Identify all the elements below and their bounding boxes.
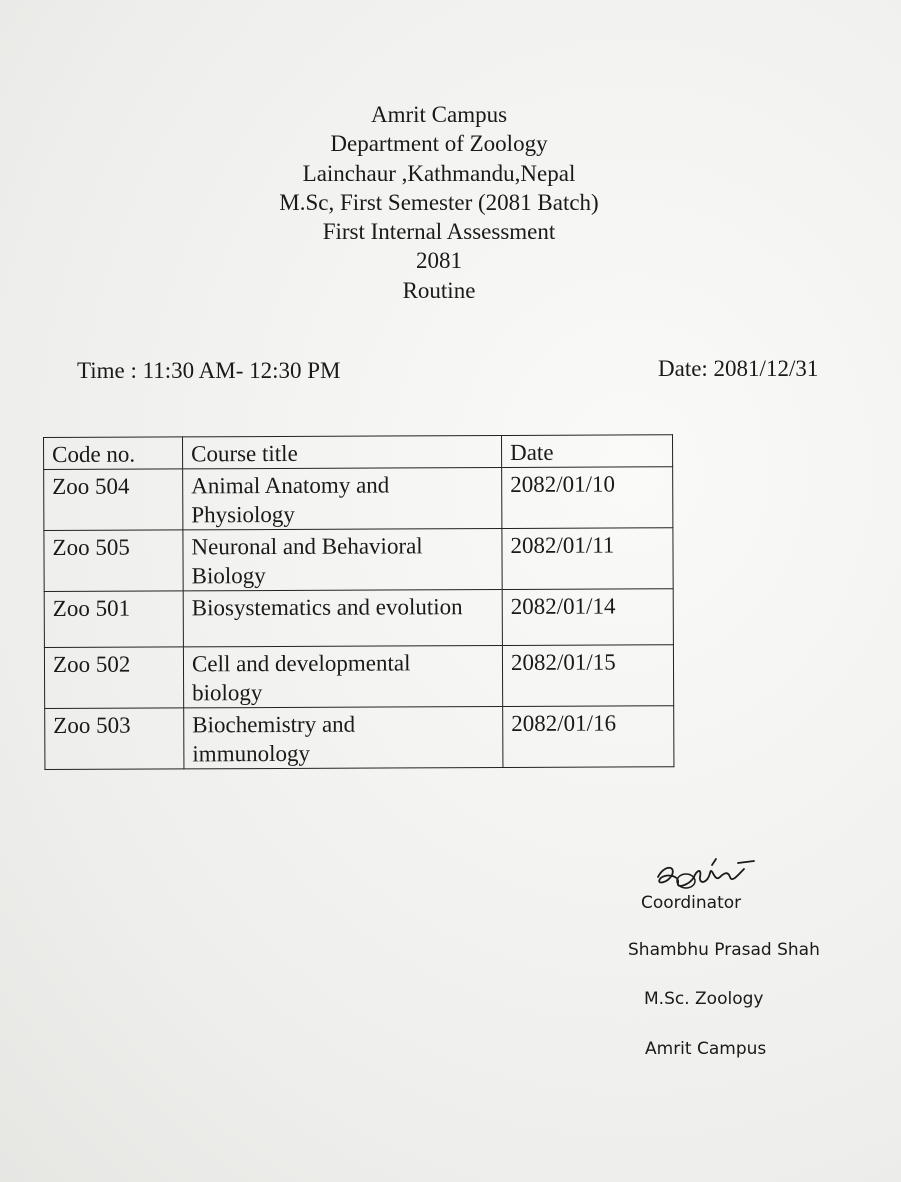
table-header-row xyxy=(44,435,673,470)
address: Lainchaur ,Kathmandu,Nepal xyxy=(302,160,576,186)
cell-code: Zoo 501 xyxy=(44,591,183,648)
assessment-title: First Internal Assessment xyxy=(322,219,556,245)
cell-course-title: Animal Anatomy and Physiology xyxy=(183,467,502,529)
issue-date: Date: 2081/12/31 xyxy=(658,356,819,381)
routine-table xyxy=(43,434,674,770)
document-type: Routine xyxy=(402,277,476,303)
exam-time: Time : 11:30 AM- 12:30 PM xyxy=(77,358,341,383)
cell-date: 2082/01/10 xyxy=(502,467,673,529)
institution-name: Amrit Campus xyxy=(370,102,508,127)
program-title: M.Sc, First Semester (2081 Batch) xyxy=(279,189,599,215)
cell-date: 2082/01/14 xyxy=(502,589,673,646)
cell-date: 2082/01/15 xyxy=(502,645,673,707)
table-row xyxy=(44,589,673,648)
cell-code: Zoo 504 xyxy=(44,469,183,531)
assessment-year: 2081 xyxy=(416,248,462,274)
table-row xyxy=(44,528,673,592)
table-row xyxy=(44,467,673,531)
cell-code: Zoo 505 xyxy=(44,530,183,592)
header-date: Date xyxy=(501,435,672,468)
signature-icon xyxy=(650,855,760,895)
cell-code: Zoo 502 xyxy=(44,647,183,709)
signatory-program: M.Sc. Zoology xyxy=(644,989,764,1009)
cell-course-title: Biochemistry and immunology xyxy=(184,706,503,768)
header-course-title: Course title xyxy=(183,435,502,468)
signatory-role: Coordinator xyxy=(641,893,742,913)
header-code: Code no. xyxy=(44,437,183,470)
cell-date: 2082/01/11 xyxy=(502,528,673,590)
cell-date: 2082/01/16 xyxy=(503,706,674,768)
table-row xyxy=(44,645,673,709)
cell-course-title: Biosystematics and evolution xyxy=(183,589,502,646)
cell-course-title: Cell and developmental biology xyxy=(183,645,502,707)
table-row xyxy=(45,706,674,770)
document-header xyxy=(0,100,878,305)
cell-course-title: Neuronal and Behavioral Biology xyxy=(183,528,502,590)
signatory-name: Shambhu Prasad Shah xyxy=(628,940,820,960)
department-name: Department of Zoology xyxy=(330,131,548,157)
signatory-campus: Amrit Campus xyxy=(645,1039,767,1059)
cell-code: Zoo 503 xyxy=(45,708,184,770)
